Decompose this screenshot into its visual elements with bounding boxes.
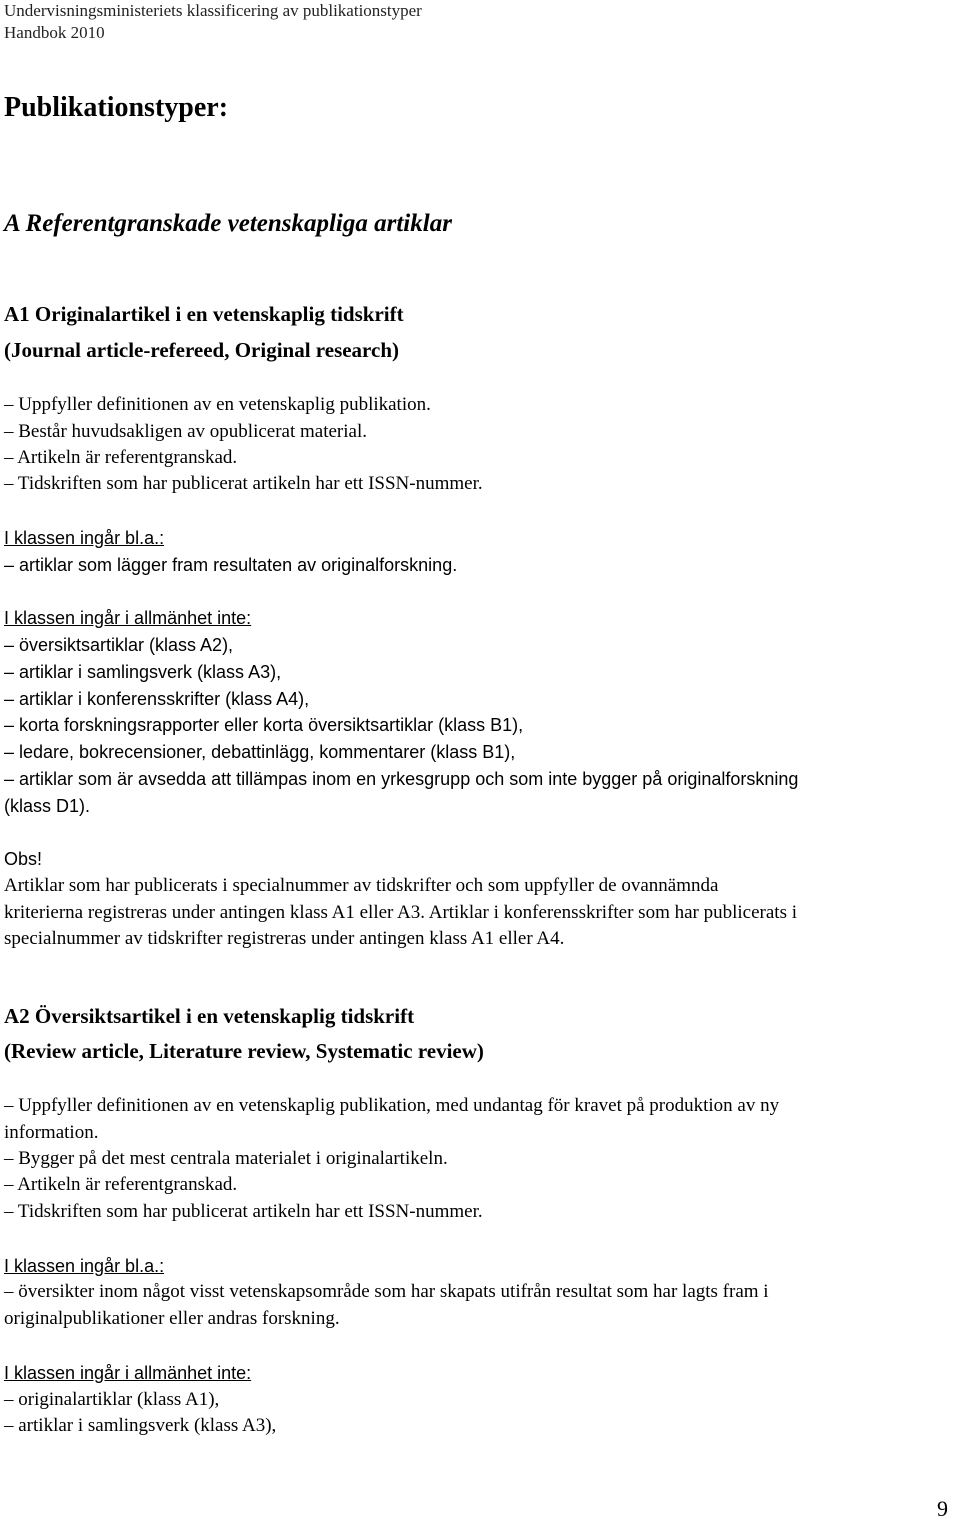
a1-subtitle: (Journal article-refereed, Original research) xyxy=(4,338,399,362)
a1-obs-text: specialnummer av tidskrifter registreras under antingen klass A1 eller A4. xyxy=(4,928,565,949)
a2-criterion: – Uppfyller definitionen av en vetenskaplig publikation, med undantag för kravet på produktion av ny xyxy=(4,1095,780,1116)
page-number: 9 xyxy=(937,1496,948,1521)
a1-excludes-item: (klass D1). xyxy=(4,796,91,816)
a2-excludes-item: – artiklar i samlingsverk (klass A3), xyxy=(4,1415,277,1436)
a2-criterion: – Bygger på det mest centrala materialet i originalartikeln. xyxy=(4,1148,448,1169)
a1-excludes-item: – artiklar i konferensskrifter (klass A4), xyxy=(4,689,310,709)
a1-obs-text: kriterierna registreras under antingen klass A1 eller A3. Artiklar i konferensskrifter som har publicerats i xyxy=(4,902,797,923)
a2-criterion: – Artikeln är referentgranskad. xyxy=(4,1174,238,1195)
running-header-subtitle: Handbok 2010 xyxy=(4,23,105,42)
page-title: Publikationstyper: xyxy=(4,92,229,123)
a2-title: A2 Översiktsartikel i en vetenskaplig tidskrift xyxy=(4,1004,415,1028)
a2-includes-item: originalpublikationer eller andras forskning. xyxy=(4,1308,340,1329)
a1-excludes-item: – ledare, bokrecensioner, debattinlägg, kommentarer (klass B1), xyxy=(4,742,516,762)
a1-includes-item: – artiklar som lägger fram resultaten av originalforskning. xyxy=(4,555,458,575)
a1-criterion: – Uppfyller definitionen av en vetenskaplig publikation. xyxy=(4,394,431,415)
a1-title: A1 Originalartikel i en vetenskaplig tidskrift xyxy=(4,302,404,326)
a2-includes-item: – översikter inom något visst vetenskapsområde som har skapats utifrån resultat som har lagts fram i xyxy=(4,1281,769,1302)
a2-excludes-item: – originalartiklar (klass A1), xyxy=(4,1389,220,1410)
a1-criterion: – Tidskriften som har publicerat artikeln har ett ISSN-nummer. xyxy=(4,473,483,494)
a2-criterion: – Tidskriften som har publicerat artikeln har ett ISSN-nummer. xyxy=(4,1201,483,1222)
a1-excludes-item: – artiklar i samlingsverk (klass A3), xyxy=(4,662,282,682)
section-a-title: A Referentgranskade vetenskapliga artiklar xyxy=(4,210,452,237)
a1-obs-label: Obs! xyxy=(4,849,43,869)
running-header-title: Undervisningsministeriets klassificering av publikationstyper xyxy=(4,1,422,20)
a1-criterion: – Artikeln är referentgranskad. xyxy=(4,447,238,468)
a1-includes-heading: I klassen ingår bl.a.: xyxy=(4,528,165,548)
a1-excludes-item: – översiktsartiklar (klass A2), xyxy=(4,635,234,655)
a2-excludes-heading: I klassen ingår i allmänhet inte: xyxy=(4,1363,252,1383)
a2-criterion: information. xyxy=(4,1122,99,1143)
a1-excludes-item: – korta forskningsrapporter eller korta översiktsartiklar (klass B1), xyxy=(4,715,524,735)
a2-subtitle: (Review article, Literature review, Systematic review) xyxy=(4,1039,484,1063)
a1-excludes-heading: I klassen ingår i allmänhet inte: xyxy=(4,608,252,628)
a1-obs-text: Artiklar som har publicerats i specialnummer av tidskrifter och som uppfyller de ovannämnda xyxy=(4,875,719,896)
a1-criterion: – Består huvudsakligen av opublicerat material. xyxy=(4,421,367,442)
a2-includes-heading: I klassen ingår bl.a.: xyxy=(4,1256,165,1276)
a1-excludes-item: – artiklar som är avsedda att tillämpas inom en yrkesgrupp och som inte bygger på originalforskning xyxy=(4,769,799,789)
